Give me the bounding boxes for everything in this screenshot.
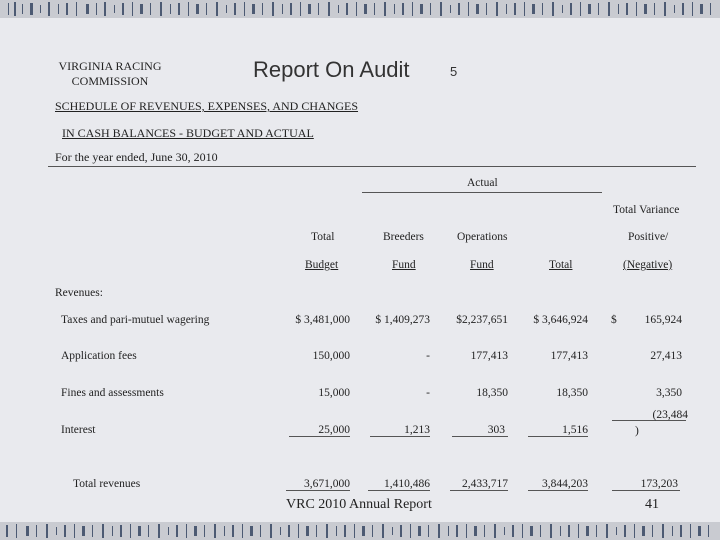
interest-variance-paren: ) bbox=[635, 425, 639, 437]
header-divider bbox=[48, 166, 696, 167]
application-fees-budget: 150,000 bbox=[312, 350, 350, 362]
interest-breeders-underline bbox=[370, 436, 430, 437]
total-variance-underline bbox=[612, 490, 680, 491]
actual-header: Actual bbox=[467, 177, 498, 189]
agency-name bbox=[55, 59, 165, 89]
interest-budget-underline bbox=[289, 436, 350, 437]
interest-operations-underline bbox=[452, 436, 508, 437]
fines-operations: 18,350 bbox=[476, 387, 508, 399]
schedule-title-line-1: SCHEDULE OF REVENUES, EXPENSES, AND CHANGES bbox=[55, 99, 359, 113]
schedule-title-line-2: IN CASH BALANCES - BUDGET AND ACTUAL bbox=[62, 126, 314, 140]
actual-total-header: Total bbox=[549, 259, 573, 271]
total-breeders-underline bbox=[368, 490, 430, 491]
actual-underline bbox=[362, 192, 602, 193]
row-label-fines: Fines and assessments bbox=[61, 387, 164, 399]
interest-total-underline bbox=[528, 436, 588, 437]
total-operations-underline bbox=[450, 490, 508, 491]
interest-operations: 303 bbox=[487, 424, 505, 436]
negative-header: (Negative) bbox=[623, 259, 673, 271]
agency-line-1: VIRGINIA RACING bbox=[58, 59, 162, 73]
application-fees-total: 177,413 bbox=[550, 350, 588, 362]
schedule-period: For the year ended, June 30, 2010 bbox=[55, 150, 218, 164]
taxes-variance: 165,924 bbox=[644, 314, 682, 326]
interest-variance: (23,484 bbox=[652, 409, 688, 421]
total-total-underline bbox=[528, 490, 588, 491]
page-title: Report On Audit bbox=[253, 57, 410, 82]
row-label-interest: Interest bbox=[61, 424, 96, 436]
interest-budget: 25,000 bbox=[318, 424, 350, 436]
fines-budget: 15,000 bbox=[318, 387, 350, 399]
fines-total: 18,350 bbox=[556, 387, 588, 399]
revenues-label: Revenues: bbox=[55, 287, 103, 299]
taxes-variance-symbol: $ bbox=[611, 314, 617, 326]
total-variance-header: Total Variance bbox=[613, 204, 680, 216]
taxes-breeders: $ 1,409,273 bbox=[375, 314, 430, 326]
total-revenues-breeders: 1,410,486 bbox=[384, 478, 430, 490]
total-budget-underline bbox=[286, 490, 350, 491]
taxes-total: $ 3,646,924 bbox=[533, 314, 588, 326]
interest-breeders: 1,213 bbox=[404, 424, 430, 436]
total-revenues-total: 3,844,203 bbox=[542, 478, 588, 490]
fines-breeders: - bbox=[426, 387, 430, 399]
bottom-decorative-band bbox=[0, 522, 720, 540]
footer-page-number: 41 bbox=[645, 497, 659, 512]
row-label-application-fees: Application fees bbox=[61, 350, 137, 362]
operations-fund-header: Fund bbox=[470, 259, 494, 271]
total-budget-header: Total bbox=[311, 231, 335, 243]
interest-total: 1,516 bbox=[562, 424, 588, 436]
application-fees-operations: 177,413 bbox=[470, 350, 508, 362]
section-number: 5 bbox=[450, 64, 458, 79]
total-revenues-operations: 2,433,717 bbox=[462, 478, 508, 490]
agency-line-2: COMMISSION bbox=[71, 74, 149, 88]
fines-variance: 3,350 bbox=[656, 387, 682, 399]
operations-header: Operations bbox=[457, 231, 508, 243]
taxes-budget: $ 3,481,000 bbox=[295, 314, 350, 326]
total-revenues-variance: 173,203 bbox=[640, 478, 678, 490]
footer-report-name: VRC 2010 Annual Report bbox=[286, 497, 432, 512]
top-decorative-band bbox=[0, 0, 720, 18]
application-fees-breeders: - bbox=[426, 350, 430, 362]
row-label-total-revenues: Total revenues bbox=[73, 478, 141, 490]
taxes-operations: $2,237,651 bbox=[456, 314, 508, 326]
total-revenues-budget: 3,671,000 bbox=[304, 478, 350, 490]
positive-header: Positive/ bbox=[628, 231, 669, 243]
row-label-taxes: Taxes and pari-mutuel wagering bbox=[61, 314, 210, 326]
application-fees-variance: 27,413 bbox=[650, 350, 682, 362]
breeders-fund-header: Fund bbox=[392, 259, 416, 271]
budget-header: Budget bbox=[305, 259, 339, 271]
breeders-header: Breeders bbox=[383, 231, 424, 243]
